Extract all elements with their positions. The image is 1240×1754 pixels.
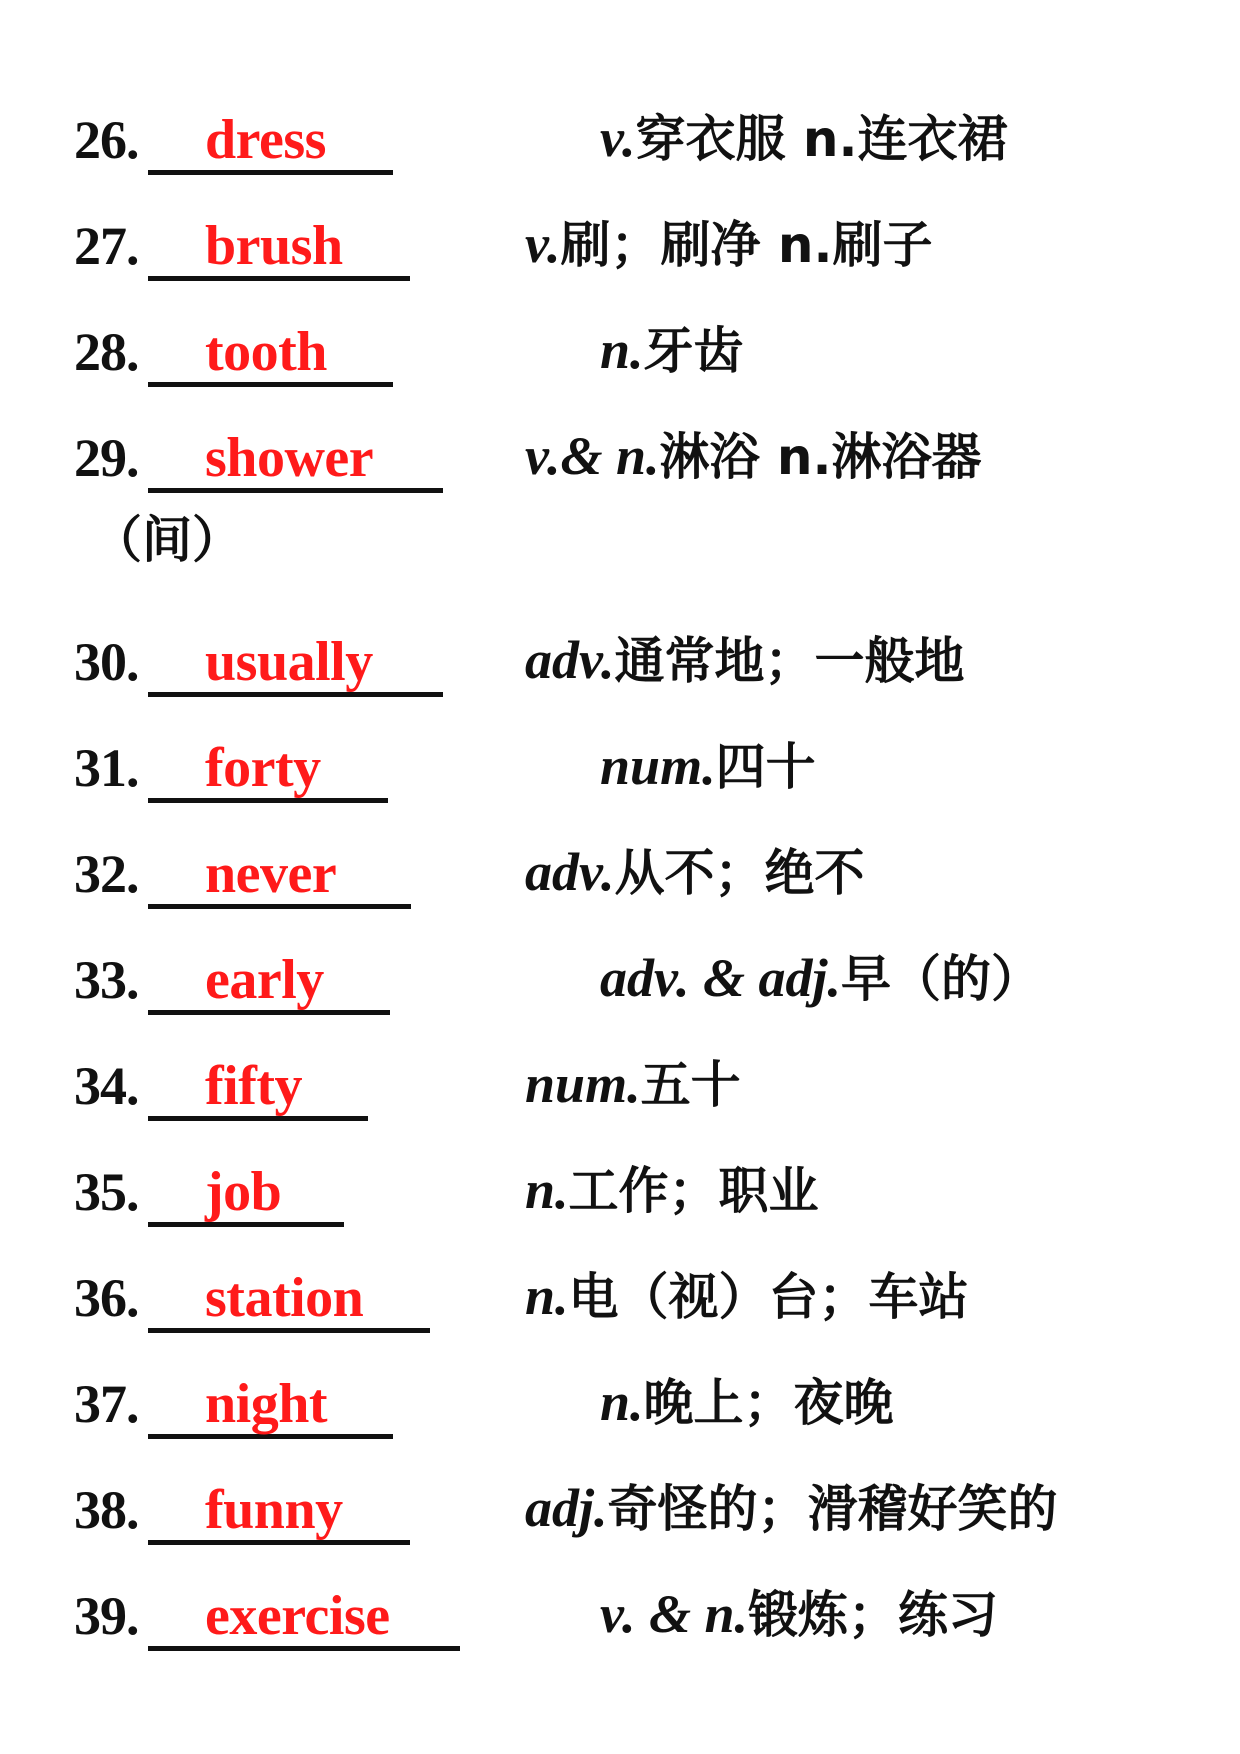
definition (525, 1476, 1058, 1541)
entry-number: 29. (74, 428, 139, 488)
chinese-meaning: 淋浴 n.淋浴器 (659, 428, 982, 486)
answer-word: funny (205, 1479, 343, 1541)
chinese-meaning: 牙齿 (643, 322, 744, 380)
part-of-speech: num. (525, 1054, 641, 1114)
answer-word: tooth (205, 321, 327, 383)
vocab-entry-37 (0, 1354, 1240, 1454)
entry-number: 35. (74, 1162, 139, 1222)
part-of-speech: adv. (525, 630, 615, 690)
chinese-meaning: 锻炼；练习 (748, 1586, 998, 1644)
part-of-speech: adv. (525, 842, 615, 902)
definition (600, 106, 1007, 171)
entry-number: 39. (74, 1586, 139, 1646)
chinese-meaning: 通常地；一般地 (614, 632, 965, 690)
answer-word: dress (205, 109, 326, 171)
part-of-speech: v. (600, 108, 636, 168)
part-of-speech: v.& n. (525, 426, 660, 486)
vocab-entry-39 (0, 1566, 1240, 1666)
part-of-speech: n. (600, 320, 644, 380)
part-of-speech: v. & n. (600, 1584, 748, 1644)
part-of-speech: v. (525, 214, 561, 274)
definition (600, 946, 1041, 1011)
definition (525, 1052, 741, 1117)
answer-word: station (205, 1267, 364, 1329)
part-of-speech: n. (600, 1372, 644, 1432)
definition (600, 1370, 894, 1435)
vocab-entry-29 (0, 408, 1240, 508)
entry-number: 37. (74, 1374, 139, 1434)
answer-word: usually (205, 631, 373, 693)
chinese-meaning: 奇怪的；滑稽好笑的 (607, 1480, 1058, 1538)
definition (525, 212, 932, 277)
definition (600, 1582, 998, 1647)
answer-word: shower (205, 427, 374, 489)
definition (525, 840, 864, 905)
answer-word: forty (205, 737, 321, 799)
vocab-entry-27 (0, 196, 1240, 296)
entry-number: 31. (74, 738, 139, 798)
part-of-speech: adj. (525, 1478, 608, 1538)
chinese-meaning: 电（视）台；车站 (568, 1268, 969, 1326)
entry-number: 34. (74, 1056, 139, 1116)
answer-word: job (205, 1161, 282, 1223)
part-of-speech: n. (525, 1160, 569, 1220)
answer-word: night (205, 1373, 327, 1435)
definition (525, 628, 964, 693)
chinese-meaning: 四十 (715, 738, 816, 796)
entry-number: 38. (74, 1480, 139, 1540)
definition (525, 1158, 819, 1223)
vocab-entry-38 (0, 1460, 1240, 1560)
entry-number: 33. (74, 950, 139, 1010)
answer-word: never (205, 843, 337, 905)
answer-word: exercise (205, 1585, 390, 1647)
chinese-meaning: 从不；绝不 (614, 844, 865, 902)
part-of-speech: adv. & adj. (600, 948, 841, 1008)
chinese-meaning: 早（的） (840, 950, 1041, 1008)
entry-number: 30. (74, 632, 139, 692)
chinese-meaning: 工作；职业 (568, 1162, 819, 1220)
answer-word: fifty (205, 1055, 303, 1117)
answer-word: early (205, 949, 324, 1011)
entry-number: 27. (74, 216, 139, 276)
vocab-entry-36 (0, 1248, 1240, 1348)
vocab-entry-31 (0, 718, 1240, 818)
vocab-entry-32 (0, 824, 1240, 924)
part-of-speech: n. (525, 1266, 569, 1326)
answer-word: brush (205, 215, 343, 277)
entry-number: 32. (74, 844, 139, 904)
chinese-meaning: 刷；刷净 n.刷子 (560, 216, 933, 274)
vocab-entry-34 (0, 1036, 1240, 1136)
vocab-entry-33 (0, 930, 1240, 1030)
definition (525, 1264, 969, 1329)
chinese-meaning: 穿衣服 n.连衣裙 (635, 110, 1008, 168)
chinese-meaning: 五十 (640, 1056, 741, 1114)
vocab-entry-28 (0, 302, 1240, 402)
part-of-speech: num. (600, 736, 716, 796)
vocab-entry-30 (0, 612, 1240, 712)
chinese-meaning: 晚上；夜晚 (643, 1374, 894, 1432)
vocab-entry-35 (0, 1142, 1240, 1242)
definition-continuation: （间） (92, 511, 242, 569)
entry-number: 28. (74, 322, 139, 382)
entry-number: 36. (74, 1268, 139, 1328)
definition (600, 734, 816, 799)
vocab-entry-26 (0, 90, 1240, 190)
entry-number: 26. (74, 110, 139, 170)
definition (525, 424, 982, 489)
definition (600, 318, 744, 383)
